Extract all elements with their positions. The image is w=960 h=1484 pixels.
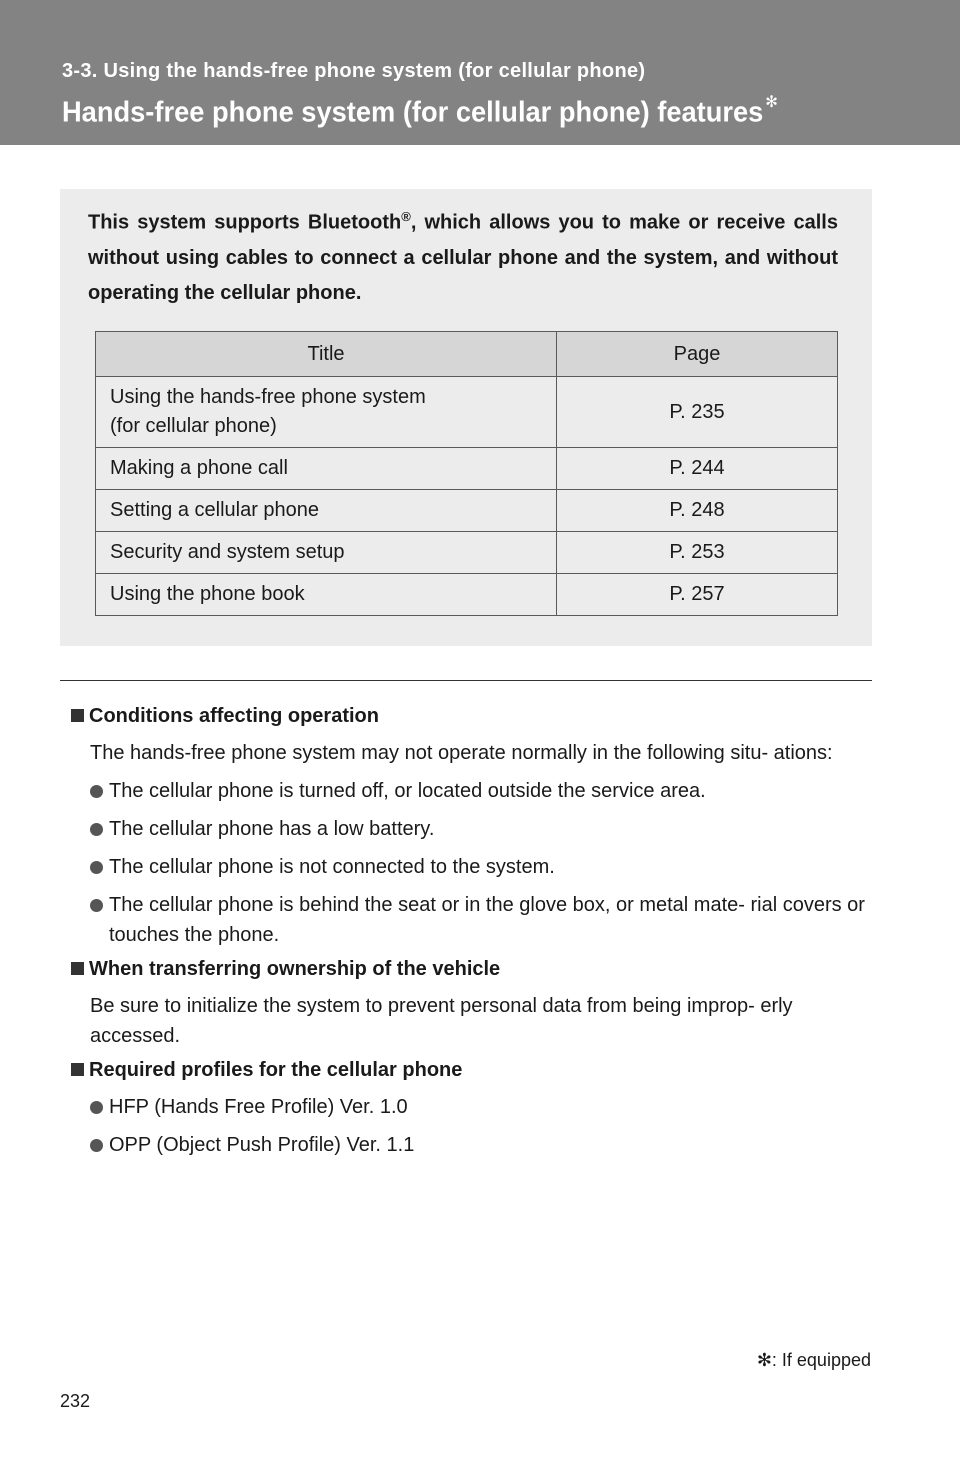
- intro-text-end: , which allows you to make or receive calls without using cables to connect a cellular phone and the system, and without operating the cellular phone.: [88, 211, 838, 304]
- list-item-text: OPP (Object Push Profile) Ver. 1.1: [109, 1134, 415, 1156]
- list-item: [90, 890, 871, 950]
- footnote: ✻: If equipped: [756, 1350, 871, 1370]
- circle-bullet-icon: [90, 899, 103, 912]
- circle-bullet-icon: [90, 823, 103, 836]
- list-item-text: The cellular phone is turned off, or located outside the service area.: [109, 780, 706, 802]
- list-item-text: The cellular phone is behind the seat or in the glove box, or metal mate- rial covers or touches the phone.: [109, 894, 865, 946]
- circle-bullet-icon: [90, 1139, 103, 1152]
- notes-section: [71, 705, 871, 1168]
- table-cell-title: Security and system setup: [96, 532, 557, 574]
- table-cell-page: P. 248: [557, 490, 838, 532]
- intro-text-start: This system supports Bluetooth: [88, 211, 402, 234]
- section-label: 3-3. Using the hands-free phone system (for cellular phone): [62, 60, 646, 82]
- table-row: [96, 377, 838, 448]
- intro-text: [88, 199, 838, 311]
- table-row: [96, 490, 838, 532]
- divider: [60, 680, 872, 681]
- table-cell-page: P. 257: [557, 574, 838, 616]
- page-number: 232: [60, 1391, 91, 1411]
- column-header-title: Title: [96, 332, 557, 377]
- square-bullet-icon: [71, 709, 84, 722]
- table-cell-title: Setting a cellular phone: [96, 490, 557, 532]
- list-item: [90, 1130, 871, 1160]
- title-line: (for cellular phone): [110, 415, 277, 437]
- list-item-text: The cellular phone has a low battery.: [109, 818, 435, 840]
- transfer-text: Be sure to initialize the system to prevent personal data from being improp- erly accessed.: [90, 995, 793, 1047]
- conditions-text: The hands-free phone system may not operate normally in the following situ- ations:: [90, 742, 833, 764]
- table-cell-page: P. 244: [557, 448, 838, 490]
- if-equipped-mark: ✻: [765, 94, 778, 111]
- table-row: [96, 574, 838, 616]
- column-header-page: Page: [557, 332, 838, 377]
- heading-text: Conditions affecting operation: [89, 705, 379, 727]
- square-bullet-icon: [71, 962, 84, 975]
- list-item-text: HFP (Hands Free Profile) Ver. 1.0: [109, 1096, 408, 1118]
- table-cell-title: [96, 377, 557, 448]
- circle-bullet-icon: [90, 1101, 103, 1114]
- circle-bullet-icon: [90, 785, 103, 798]
- registered-mark: ®: [401, 209, 411, 224]
- intro-box: [60, 189, 872, 646]
- page-header: [0, 0, 960, 145]
- heading-text: Required profiles for the cellular phone: [89, 1059, 463, 1081]
- circle-bullet-icon: [90, 861, 103, 874]
- list-item: [90, 852, 871, 882]
- conditions-heading: [71, 705, 871, 728]
- square-bullet-icon: [71, 1063, 84, 1076]
- table-cell-title: Using the phone book: [96, 574, 557, 616]
- list-item: [90, 1092, 871, 1122]
- list-item: [90, 814, 871, 844]
- transfer-heading: [71, 958, 871, 981]
- heading-text: When transferring ownership of the vehicle: [89, 958, 501, 980]
- table-cell-page: P. 235: [557, 377, 838, 448]
- title-line: Using the hands-free phone system: [110, 386, 426, 408]
- table-cell-page: P. 253: [557, 532, 838, 574]
- profiles-heading: [71, 1059, 871, 1082]
- table-row: [96, 532, 838, 574]
- list-item-text: The cellular phone is not connected to the system.: [109, 856, 555, 878]
- page-title-text: Hands-free phone system (for cellular phone) features: [62, 96, 764, 129]
- contents-table: [95, 331, 838, 616]
- table-header-row: [96, 332, 838, 377]
- table-cell-title: Making a phone call: [96, 448, 557, 490]
- table-row: [96, 448, 838, 490]
- list-item: [90, 776, 871, 806]
- page-title: [62, 96, 778, 130]
